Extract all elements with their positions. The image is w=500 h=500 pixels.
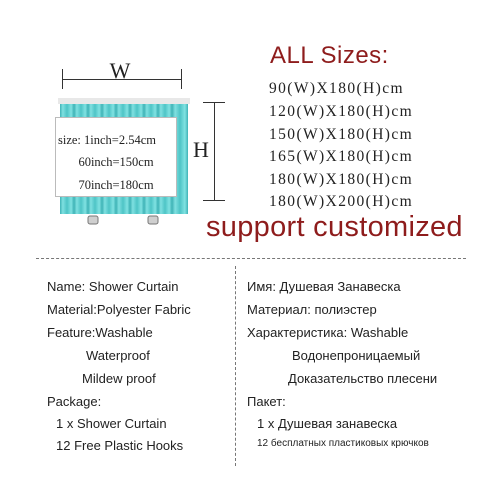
height-dimension-line (214, 103, 215, 201)
support-customized-banner: support customized (206, 211, 463, 243)
russian-package-item: 1 x Душевая занавеска (257, 416, 398, 431)
english-package-item: 12 Free Plastic Hooks (56, 438, 184, 453)
russian-name: Имя: Душевая Занавеска (247, 279, 401, 294)
size-item: 90(W)X180(H)cm (269, 80, 404, 97)
curtain-feet (88, 216, 158, 224)
english-feature: Feature:Washable (47, 325, 153, 340)
size-item: 150(W)X180(H)cm (269, 126, 414, 143)
conversion-line-2: 60inch=150cm (78, 155, 154, 169)
russian-feature: Характеристика: Washable (247, 325, 409, 340)
english-package: Package: (47, 394, 102, 409)
sizes-title: ALL Sizes: (270, 42, 389, 69)
english-waterproof: Waterproof (86, 348, 150, 363)
english-mildew: Mildew proof (82, 371, 156, 386)
size-item: 180(W)X180(H)cm (269, 171, 414, 188)
english-name: Name: Shower Curtain (47, 279, 179, 294)
conversion-line-1: size: 1inch=2.54cm (58, 133, 156, 147)
size-item: 180(W)X200(H)cm (269, 193, 414, 210)
width-tick-left (62, 69, 63, 89)
english-package-item: 1 x Shower Curtain (56, 416, 167, 431)
section-divider (36, 258, 466, 259)
russian-package: Пакет: (247, 394, 286, 409)
english-material: Material:Polyester Fabric (47, 302, 191, 317)
height-label: H (193, 137, 209, 162)
height-tick-top (203, 102, 225, 103)
column-divider (235, 266, 236, 466)
size-item: 165(W)X180(H)cm (269, 148, 414, 165)
height-tick-bottom (203, 200, 225, 201)
size-item: 120(W)X180(H)cm (269, 103, 414, 120)
width-tick-right (181, 69, 182, 89)
conversion-line-3: 70inch=180cm (78, 178, 154, 192)
russian-waterproof: Водонепроницаемый (292, 348, 421, 363)
russian-package-item: 12 бесплатных пластиковых крючков (257, 438, 429, 449)
width-label: W (109, 58, 131, 83)
russian-mildew: Доказательство плесени (288, 371, 438, 386)
russian-material: Материал: полиэстер (247, 302, 377, 317)
